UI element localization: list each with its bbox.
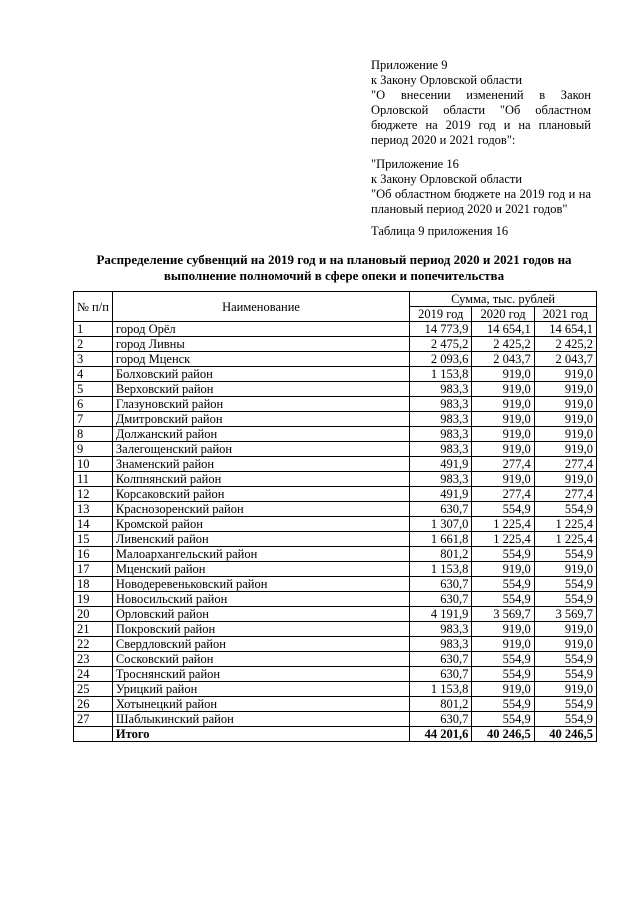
row-number: 7 [74, 412, 113, 427]
amount-2020: 919,0 [472, 367, 534, 382]
amount-2020: 277,4 [472, 487, 534, 502]
amount-2019: 491,9 [410, 487, 472, 502]
total-2021: 40 246,5 [534, 727, 596, 742]
district-name: Покровский район [112, 622, 409, 637]
row-number: 10 [74, 457, 113, 472]
amount-2019: 983,3 [410, 382, 472, 397]
row-number: 21 [74, 622, 113, 637]
amount-2021: 919,0 [534, 637, 596, 652]
amount-2019: 801,2 [410, 547, 472, 562]
amount-2021: 919,0 [534, 682, 596, 697]
table-row [74, 607, 597, 622]
amount-2019: 630,7 [410, 577, 472, 592]
amount-2019: 983,3 [410, 622, 472, 637]
amount-2020: 919,0 [472, 442, 534, 457]
row-number: 24 [74, 667, 113, 682]
amount-2020: 554,9 [472, 712, 534, 727]
table-body [74, 322, 597, 742]
amount-2019: 630,7 [410, 712, 472, 727]
district-name: Хотынецкий район [112, 697, 409, 712]
header-2021: 2021 год [534, 307, 596, 322]
amount-2019: 983,3 [410, 637, 472, 652]
amount-2021: 919,0 [534, 562, 596, 577]
district-name: Колпнянский район [112, 472, 409, 487]
amount-2021: 919,0 [534, 382, 596, 397]
table-row [74, 577, 597, 592]
table-row [74, 382, 597, 397]
amount-2019: 491,9 [410, 457, 472, 472]
amount-2021: 2 043,7 [534, 352, 596, 367]
amount-2021: 919,0 [534, 442, 596, 457]
table-row [74, 667, 597, 682]
appendix-9-law-title: "О внесении изменений в Закон Орловской области "Об областном бюджете на 2019 год и на плановый период 2020 и 2021 годов": [371, 88, 591, 147]
amount-2021: 554,9 [534, 697, 596, 712]
amount-2021: 919,0 [534, 367, 596, 382]
amount-2021: 919,0 [534, 622, 596, 637]
amount-2020: 919,0 [472, 382, 534, 397]
amount-2021: 554,9 [534, 652, 596, 667]
table-row [74, 337, 597, 352]
amount-2020: 919,0 [472, 637, 534, 652]
row-number: 6 [74, 397, 113, 412]
amount-2019: 1 661,8 [410, 532, 472, 547]
row-number: 22 [74, 637, 113, 652]
row-number: 17 [74, 562, 113, 577]
row-number: 14 [74, 517, 113, 532]
row-number: 15 [74, 532, 113, 547]
amount-2019: 2 093,6 [410, 352, 472, 367]
district-name: Малоархангельский район [112, 547, 409, 562]
district-name: Новодеревеньковский район [112, 577, 409, 592]
amount-2020: 919,0 [472, 622, 534, 637]
header-2019: 2019 год [410, 307, 472, 322]
table-row [74, 592, 597, 607]
table-row [74, 547, 597, 562]
amount-2020: 554,9 [472, 547, 534, 562]
table-row [74, 502, 597, 517]
amount-2019: 4 191,9 [410, 607, 472, 622]
table-row [74, 397, 597, 412]
amount-2019: 630,7 [410, 667, 472, 682]
row-number: 1 [74, 322, 113, 337]
amount-2020: 919,0 [472, 682, 534, 697]
row-number: 13 [74, 502, 113, 517]
document-title: Распределение субвенций на 2019 год и на плановый период 2020 и 2021 годов на выполнение полномочий в сфере опеки и попечительства [96, 252, 572, 283]
table-row [74, 487, 597, 502]
amount-2021: 2 425,2 [534, 337, 596, 352]
table-row [74, 352, 597, 367]
row-number: 18 [74, 577, 113, 592]
amount-2019: 1 153,8 [410, 682, 472, 697]
amount-2020: 554,9 [472, 577, 534, 592]
amount-2021: 277,4 [534, 457, 596, 472]
table-row [74, 622, 597, 637]
table-row [74, 472, 597, 487]
district-name: Глазуновский район [112, 397, 409, 412]
amount-2020: 554,9 [472, 667, 534, 682]
appendix-16-heading: "Приложение 16 [371, 157, 459, 171]
district-name: Должанский район [112, 427, 409, 442]
amount-2020: 1 225,4 [472, 532, 534, 547]
appendix-16-law-title: "Об областном бюджете на 2019 год и на плановый период 2020 и 2021 годов" [371, 187, 591, 216]
amount-2019: 2 475,2 [410, 337, 472, 352]
row-number: 23 [74, 652, 113, 667]
table-row [74, 532, 597, 547]
amount-2020: 919,0 [472, 472, 534, 487]
amount-2019: 983,3 [410, 427, 472, 442]
amount-2021: 554,9 [534, 667, 596, 682]
total-number-empty [74, 727, 113, 742]
amount-2021: 554,9 [534, 577, 596, 592]
amount-2021: 919,0 [534, 412, 596, 427]
header-number: № п/п [74, 292, 113, 322]
amount-2021: 554,9 [534, 547, 596, 562]
district-name: Знаменский район [112, 457, 409, 472]
amount-2020: 2 043,7 [472, 352, 534, 367]
row-number: 5 [74, 382, 113, 397]
district-name: Корсаковский район [112, 487, 409, 502]
row-number: 9 [74, 442, 113, 457]
district-name: город Мценск [112, 352, 409, 367]
amount-2019: 983,3 [410, 442, 472, 457]
amount-2020: 919,0 [472, 397, 534, 412]
row-number: 20 [74, 607, 113, 622]
amount-2020: 554,9 [472, 697, 534, 712]
district-name: Новосильский район [112, 592, 409, 607]
amount-2021: 14 654,1 [534, 322, 596, 337]
table-reference: Таблица 9 приложения 16 [371, 224, 509, 238]
amount-2019: 1 307,0 [410, 517, 472, 532]
amount-2021: 1 225,4 [534, 517, 596, 532]
row-number: 26 [74, 697, 113, 712]
amount-2020: 277,4 [472, 457, 534, 472]
district-name: Шаблыкинский район [112, 712, 409, 727]
district-name: город Орёл [112, 322, 409, 337]
amount-2020: 919,0 [472, 427, 534, 442]
header-sum: Сумма, тыс. рублей [410, 292, 597, 307]
row-number: 11 [74, 472, 113, 487]
header-2020: 2020 год [472, 307, 534, 322]
amount-2021: 554,9 [534, 712, 596, 727]
header-name: Наименование [112, 292, 409, 322]
amount-2019: 630,7 [410, 652, 472, 667]
district-name: Троснянский район [112, 667, 409, 682]
amount-2021: 919,0 [534, 397, 596, 412]
amount-2020: 554,9 [472, 652, 534, 667]
table-row [74, 652, 597, 667]
amount-2019: 1 153,8 [410, 562, 472, 577]
amount-2019: 1 153,8 [410, 367, 472, 382]
table-row [74, 457, 597, 472]
appendix-9-block [371, 58, 591, 217]
district-name: Кромской район [112, 517, 409, 532]
table-row [74, 367, 597, 382]
amount-2021: 3 569,7 [534, 607, 596, 622]
amount-2020: 1 225,4 [472, 517, 534, 532]
row-number: 12 [74, 487, 113, 502]
amount-2019: 14 773,9 [410, 322, 472, 337]
amount-2020: 2 425,2 [472, 337, 534, 352]
amount-2020: 3 569,7 [472, 607, 534, 622]
amount-2019: 983,3 [410, 472, 472, 487]
table-row [74, 637, 597, 652]
row-number: 27 [74, 712, 113, 727]
district-name: Мценский район [112, 562, 409, 577]
table-row [74, 517, 597, 532]
amount-2019: 630,7 [410, 592, 472, 607]
district-name: Ливенский район [112, 532, 409, 547]
district-name: Краснозоренский район [112, 502, 409, 517]
total-row [74, 727, 597, 742]
amount-2020: 554,9 [472, 502, 534, 517]
total-2019: 44 201,6 [410, 727, 472, 742]
amount-2020: 919,0 [472, 562, 534, 577]
amount-2021: 554,9 [534, 592, 596, 607]
row-number: 4 [74, 367, 113, 382]
table-row [74, 442, 597, 457]
district-name: Урицкий район [112, 682, 409, 697]
district-name: Верховский район [112, 382, 409, 397]
appendix-9-law-ref: к Закону Орловской области [371, 73, 523, 87]
district-name: Болховский район [112, 367, 409, 382]
amount-2021: 277,4 [534, 487, 596, 502]
table-row [74, 412, 597, 427]
row-number: 19 [74, 592, 113, 607]
amount-2019: 630,7 [410, 502, 472, 517]
subvention-table [73, 291, 597, 742]
amount-2019: 983,3 [410, 412, 472, 427]
district-name: Орловский район [112, 607, 409, 622]
row-number: 8 [74, 427, 113, 442]
row-number: 3 [74, 352, 113, 367]
row-number: 25 [74, 682, 113, 697]
amount-2020: 14 654,1 [472, 322, 534, 337]
table-row [74, 427, 597, 442]
total-label: Итого [112, 727, 409, 742]
amount-2019: 801,2 [410, 697, 472, 712]
total-2020: 40 246,5 [472, 727, 534, 742]
district-name: Сосковский район [112, 652, 409, 667]
district-name: Свердловский район [112, 637, 409, 652]
amount-2021: 554,9 [534, 502, 596, 517]
amount-2021: 1 225,4 [534, 532, 596, 547]
amount-2020: 554,9 [472, 592, 534, 607]
table-row [74, 697, 597, 712]
row-number: 2 [74, 337, 113, 352]
amount-2020: 919,0 [472, 412, 534, 427]
appendix-9-heading: Приложение 9 [371, 58, 448, 72]
amount-2021: 919,0 [534, 472, 596, 487]
appendix-16-law-ref: к Закону Орловской области [371, 172, 523, 186]
table-row [74, 712, 597, 727]
amount-2021: 919,0 [534, 427, 596, 442]
table-row [74, 322, 597, 337]
district-name: город Ливны [112, 337, 409, 352]
table-row [74, 682, 597, 697]
row-number: 16 [74, 547, 113, 562]
amount-2019: 983,3 [410, 397, 472, 412]
table-row [74, 562, 597, 577]
district-name: Залегощенский район [112, 442, 409, 457]
district-name: Дмитровский район [112, 412, 409, 427]
